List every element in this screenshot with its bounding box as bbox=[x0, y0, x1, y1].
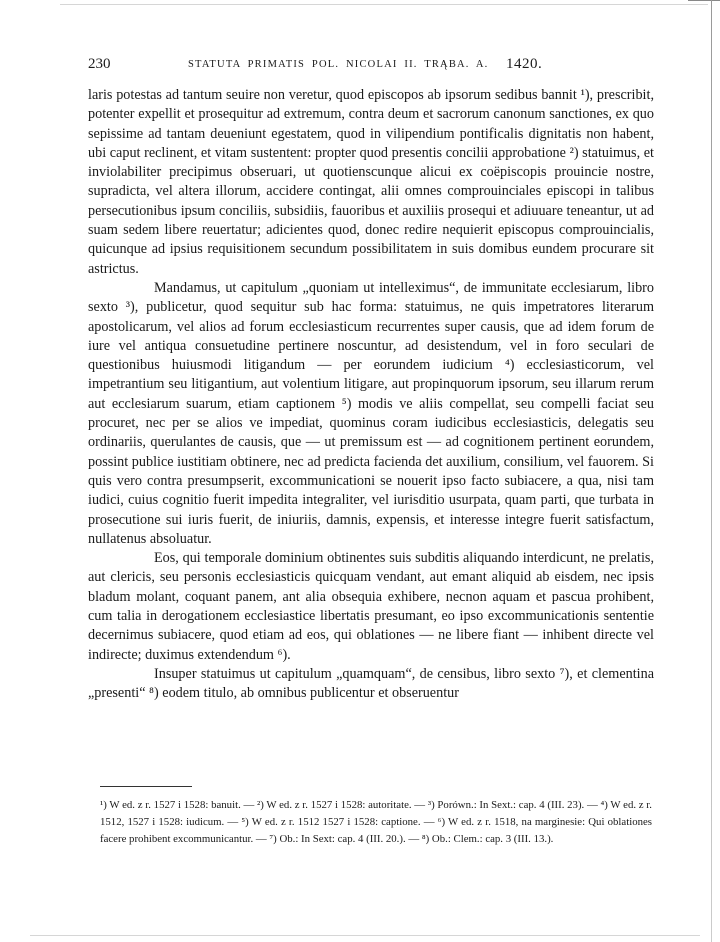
main-text bbox=[88, 86, 654, 704]
page-number: 230 bbox=[88, 56, 111, 72]
running-header bbox=[88, 56, 648, 78]
paragraph-insuper: Insuper statuimus ut capitulum „quamquam“, de censibus, libro sexto ⁷), et clementina „presenti“ ⁸) eodem titulo, ab omnibus publicentur et obseruentur bbox=[88, 665, 654, 702]
running-title: STATUTA PRIMATIS POL. NICOLAI II. TRĄBA. A. bbox=[188, 59, 489, 70]
paragraph-continuation: laris potestas ad tantum seuire non veretur, quod episcopos ab ipsorum sedibus bannit ¹), prescribit, potenter expellit et prosequitur ad extremum, contra deum et sacrorum canonum sanctiones, ex quo sepissime ad tantam deueniunt egestatem, quod in vilipendium pontificalis dignitatis non habent, ubi caput reclinent, et vitam sustentent: propter quod presentis concilii approbatione ²) statuimus, et inviolabiliter precipimus obseruari, ut quotienscunque alicui ex coëpiscopis prouincie nostre, supradicta, vel altera illorum, accidere contingat, alii omnes comprouinciales episcopi in talibus persecutionibus ipsum conciliis, subsidiis, fauoribus et auxiliis prosequi et adiuuare teneantur, ut ad suam sedem libere reuertatur; adicientes quod, donec redire nequierit episcopus comprouincialis, quicunque ad ipsius requisitionem secundum possibilitatem in suis domibus eundem procurare sit astrictus. bbox=[88, 87, 654, 277]
paragraph-mandamus: Mandamus, ut capitulum „quoniam ut intelleximus“, de immunitate ecclesiarum, libro sexto ³), publicetur, quod sequitur sub hac forma: statuimus, ne quis impetratores literarum apostolicarum, vel alios ad forum ecclesiasticum recurrentes super causis, que ad idem forum de iure vel antiqua consuetudine pertinere noscuntur, ad desistendum, vel in foro seculari de questionibus huiusmodi litigandum — per eorundem iudicium ⁴) ecclesiasticorum, vel impetrantium seu litigantium, aut volentium litigare, aut propinquorum ipsorum, seu illarum rerum aut ecclesiarum suarum, etiam captionem ⁵) modis ve aliis compellat, seu compelli faciat seu procuret, nec per se alios ve impediat, quominus coram iudicibus ecclesiasticis, delegatis seu ordinariis, querulantes de causis, que — ut premissum est — ad cognitionem pertinent eorundem, possint publice iustitiam obtinere, nec ad predicta facienda det auxilium, consilium, vel fauorem. Si quis vero contra presumpserit, excommunicationi se nouerit ipso facto subiacere, a qua, nisi tam iudici, cuius cognitio fuerit impedita integraliter, vel iurisditio usurpata, quam parti, que turbata in prosecutione sui iuris fuerit, de iniuriis, damnis, expensis, et interesse integre fuerit satisfactum, nullatenus absoluatur. bbox=[88, 279, 654, 547]
footnotes: ¹) W ed. z r. 1527 i 1528: banuit. — ²) W ed. z r. 1527 i 1528: autoritate. — ³) Porówn.: In Sext.: cap. 4 (III. 23). — ⁴) W ed. z r. 1512, 1527 i 1528: iudicum. — ⁵) W ed. z r. 1512 1527 i 1528: captione. — ⁶) W ed. z r. 1518, na marginesie: Qui oblationes facere prohibent excommunicantur. — ⁷) Ob.: In Sext: cap. 4 (III. 20.). — ⁸) Ob.: Clem.: cap. 3 (III. 13.). bbox=[100, 799, 652, 845]
page-edge-top bbox=[60, 4, 708, 5]
page-edge-bottom bbox=[30, 935, 700, 936]
footnote-rule bbox=[100, 786, 192, 787]
page-corner-curl bbox=[688, 0, 720, 11]
page-edge-right bbox=[711, 0, 712, 942]
paragraph-eos: Eos, qui temporale dominium obtinentes suis subditis aliquando interdicunt, ne prelatis, aut clericis, seu personis ecclesiasticis quicquam vendant, aut emant aliquid ab eisdem, nec ipsis bladum molant, coquant panem, ant alia obsequia exhibere, necnon aquam et pascua prohibent, cum talia in derogationem ecclesiastice libertatis presumant, eo ipso excommunicationis sententie decernimus subiacere, quod etiam ad eos, qui oblationes — ne libere fiant — inhibent directe vel indirecte; duximus extendendum ⁶). bbox=[88, 550, 654, 663]
running-year: 1420. bbox=[506, 56, 543, 72]
